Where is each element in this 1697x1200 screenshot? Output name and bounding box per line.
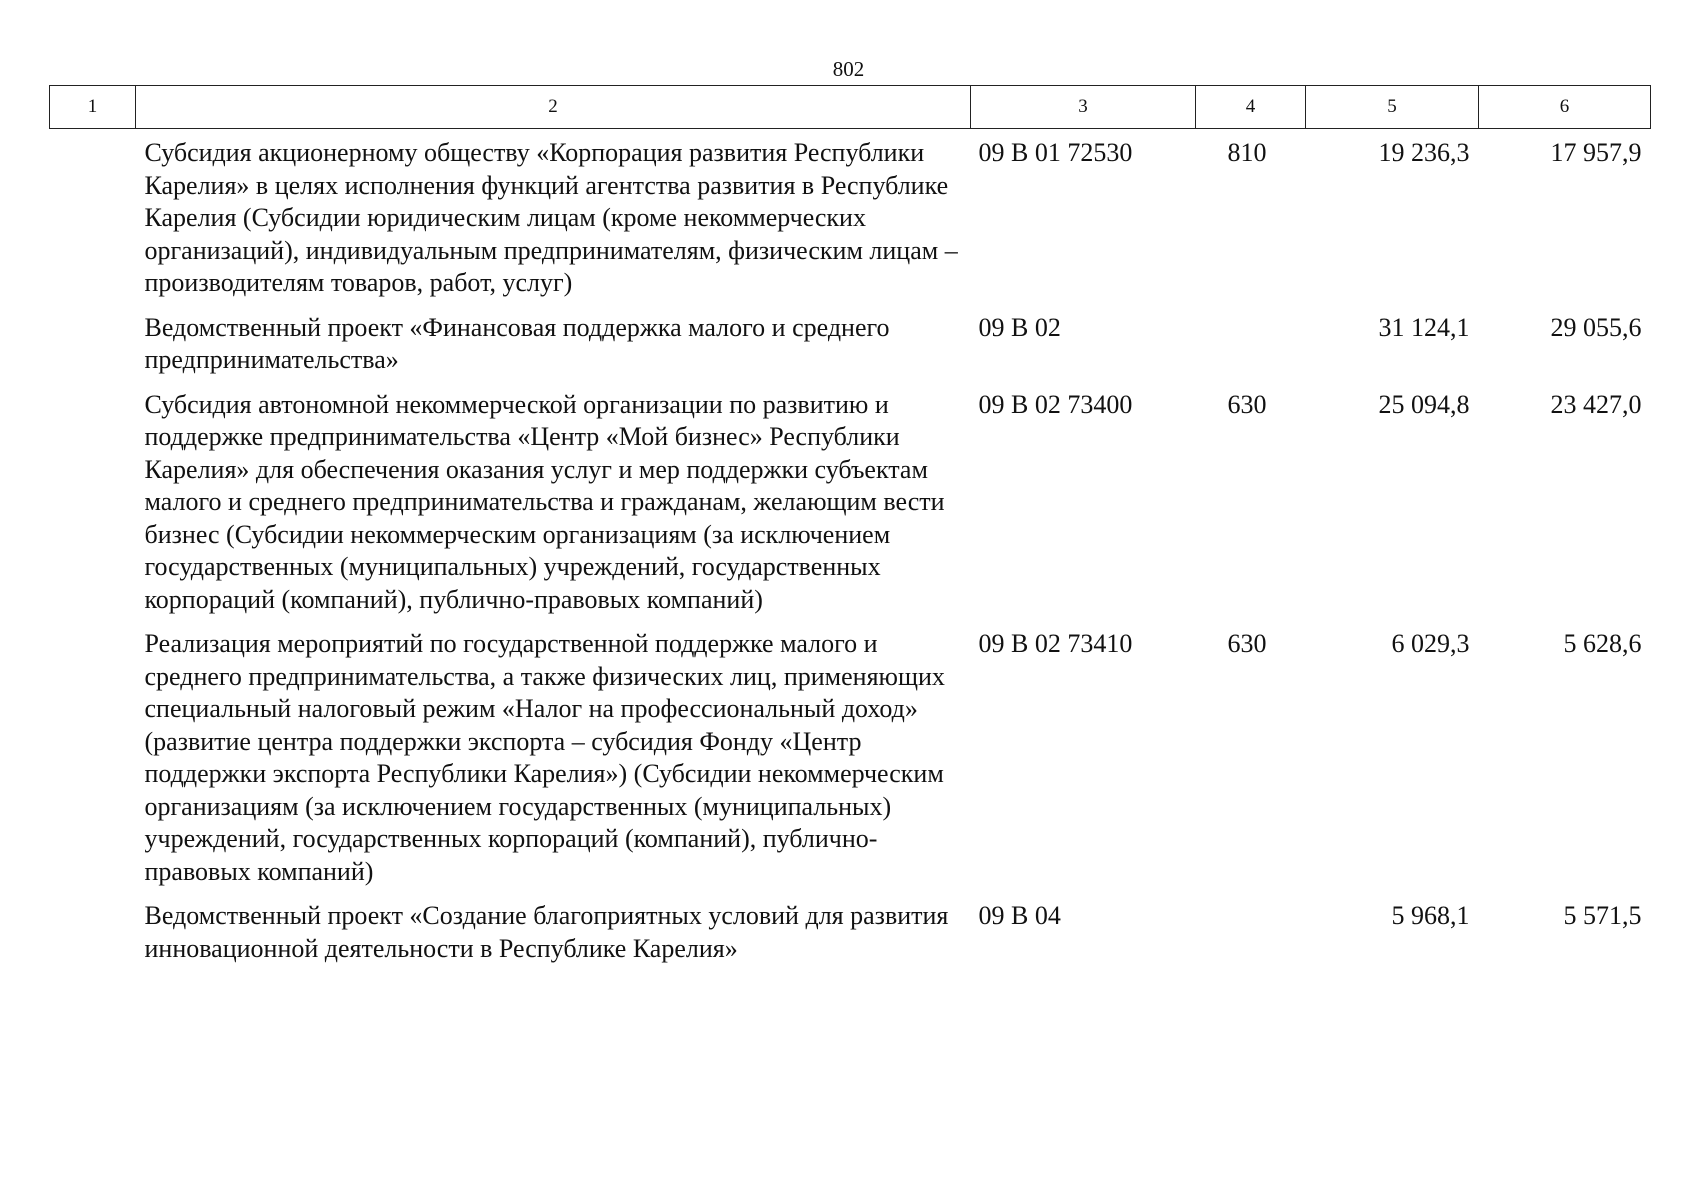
header-row	[50, 86, 1651, 129]
header-col-4: 4	[1196, 86, 1306, 129]
table-row	[50, 129, 1651, 312]
row-index-cell	[50, 628, 136, 900]
row-code: 09 В 01 72530	[978, 138, 1133, 167]
row-code: 09 В 04	[978, 901, 1061, 930]
row-code: 09 В 02 73410	[978, 629, 1133, 658]
header-col-1: 1	[50, 86, 136, 129]
page-number: 802	[832, 57, 865, 81]
row-amount-1: 6 029,3	[1391, 629, 1470, 658]
row-index-cell	[50, 129, 136, 312]
table-header	[50, 86, 1651, 129]
row-type	[1196, 900, 1306, 977]
row-type: 630	[1227, 389, 1267, 419]
row-index-cell	[50, 900, 136, 977]
row-amount-1: 5 968,1	[1391, 901, 1470, 930]
row-type: 630	[1227, 629, 1267, 658]
row-code: 09 В 02 73400	[978, 389, 1133, 419]
budget-table	[49, 85, 1651, 977]
row-amount-2: 5 628,6	[1563, 629, 1642, 658]
row-amount-2: 5 571,5	[1563, 901, 1642, 930]
header-col-3: 3	[971, 86, 1196, 129]
row-amount-1: 31 124,1	[1378, 312, 1470, 342]
row-amount-2: 23 427,0	[1550, 389, 1642, 419]
row-type	[1196, 312, 1306, 389]
row-amount-1: 25 094,8	[1378, 389, 1470, 419]
table-row	[50, 900, 1651, 977]
table-row	[50, 389, 1651, 629]
row-type: 810	[1227, 138, 1267, 167]
row-name: Ведомственный проект «Создание благоприятных условий для развития инновационной деятельности в Республике Карелия»	[144, 901, 949, 963]
table-body	[50, 129, 1651, 978]
table-row	[50, 312, 1651, 389]
row-amount-1: 19 236,3	[1378, 138, 1470, 167]
row-index-cell	[50, 389, 136, 629]
header-col-2: 2	[136, 86, 971, 129]
table-row	[50, 628, 1651, 900]
header-col-6: 6	[1479, 86, 1651, 129]
row-name: Субсидия автономной некоммерческой организации по развитию и поддержке предпринимательства «Центр «Мой бизнес» Республики Карелия» для обеспечения оказания услуг и мер поддержки субъектам малого и среднего предпринимательства и гражданам, желающим вести бизнес (Субсидии некоммерческим организациям (за исключением государственных (муниципальных) учреждений, государственных корпораций (компаний), публично-правовых компаний)	[144, 389, 945, 614]
row-code: 09 В 02	[978, 312, 1061, 342]
row-index-cell	[50, 312, 136, 389]
header-col-5: 5	[1306, 86, 1479, 129]
row-name: Ведомственный проект «Финансовая поддержка малого и среднего предпринимательства»	[144, 312, 890, 374]
row-name: Реализация мероприятий по государственной поддержке малого и среднего предпринимательства, а также физических лиц, применяющих специальный налоговый режим «Налог на профессиональный доход» (развитие центра поддержки экспорта – субсидия Фонду «Центр поддержки экспорта Республики Карелия») (Субсидии некоммерческим организациям (за исключением государственных (муниципальных) учреждений, государственных корпораций (компаний), публично-правовых компаний)	[144, 629, 945, 886]
row-amount-2: 29 055,6	[1550, 312, 1642, 342]
row-name: Субсидия акционерному обществу «Корпорация развития Республики Карелия» в целях исполнения функций агентства развития в Республике Карелия (Субсидии юридическим лицам (кроме некоммерческих организаций), индивидуальным предпринимателям, физическим лицам – производителям товаров, работ, услуг)	[144, 138, 958, 297]
row-amount-2: 17 957,9	[1550, 138, 1642, 167]
